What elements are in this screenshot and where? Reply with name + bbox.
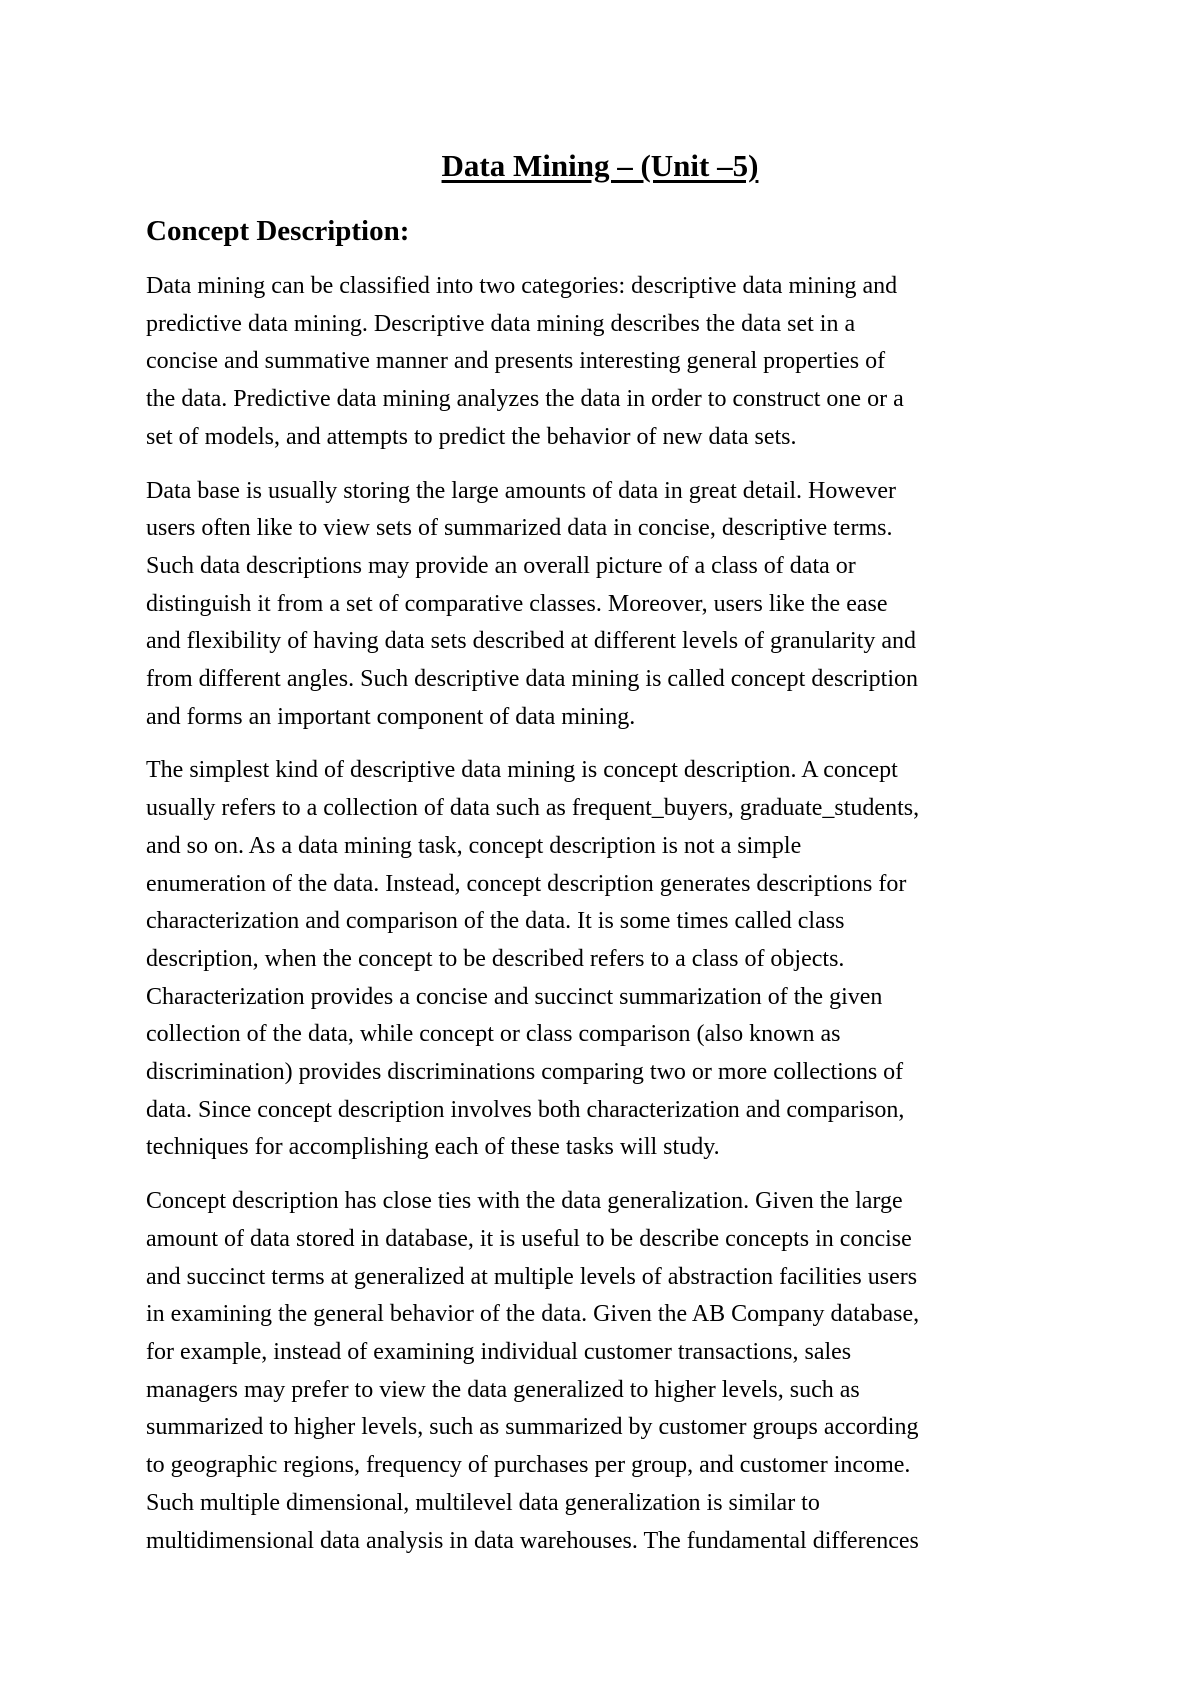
text-line: Such multiple dimensional, multilevel data generalization is similar to bbox=[146, 1489, 820, 1516]
paragraph-1 bbox=[146, 268, 1086, 457]
text-line: Concept description has close ties with the data generalization. Given the large bbox=[146, 1188, 903, 1215]
paragraph-3 bbox=[146, 752, 1086, 1167]
text-line: predictive data mining. Descriptive data mining describes the data set in a bbox=[146, 310, 856, 337]
text-line: and forms an important component of data mining. bbox=[146, 703, 636, 730]
text-line: amount of data stored in database, it is useful to be describe concepts in concise bbox=[146, 1225, 912, 1252]
text-line: description, when the concept to be described refers to a class of objects. bbox=[146, 945, 845, 972]
text-line: for example, instead of examining individual customer transactions, sales bbox=[146, 1338, 852, 1365]
body-text bbox=[146, 268, 1086, 1576]
text-line: Data mining can be classified into two categories: descriptive data mining and bbox=[146, 273, 898, 299]
text-line: concise and summative manner and presents interesting general properties of bbox=[146, 348, 886, 375]
text-line: in examining the general behavior of the data. Given the AB Company database, bbox=[146, 1301, 920, 1328]
text-line: and so on. As a data mining task, concept description is not a simple bbox=[146, 832, 802, 859]
text-line: Data base is usually storing the large amounts of data in great detail. However bbox=[146, 477, 896, 504]
text-line: characterization and comparison of the data. It is some times called class bbox=[146, 908, 845, 935]
text-line: the data. Predictive data mining analyzes the data in order to construct one or a bbox=[146, 386, 904, 413]
text-line: The simplest kind of descriptive data mining is concept description. A concept bbox=[146, 757, 898, 784]
section-heading: Concept Description: bbox=[146, 215, 410, 247]
text-line: techniques for accomplishing each of these tasks will study. bbox=[146, 1134, 720, 1161]
text-line: set of models, and attempts to predict the behavior of new data sets. bbox=[146, 423, 797, 450]
text-line: Such data descriptions may provide an overall picture of a class of data or bbox=[146, 552, 856, 579]
text-line: Characterization provides a concise and succinct summarization of the given bbox=[146, 983, 883, 1010]
text-line: users often like to view sets of summarized data in concise, descriptive terms. bbox=[146, 515, 893, 542]
paragraph-2 bbox=[146, 473, 1086, 737]
text-line: discrimination) provides discriminations comparing two or more collections of bbox=[146, 1059, 904, 1086]
text-line: managers may prefer to view the data generalized to higher levels, such as bbox=[146, 1376, 860, 1403]
document-title: Data Mining – (Unit –5) bbox=[441, 148, 759, 183]
text-line: summarized to higher levels, such as summarized by customer groups according bbox=[146, 1414, 919, 1441]
text-line: from different angles. Such descriptive data mining is called concept description bbox=[146, 666, 918, 693]
text-line: enumeration of the data. Instead, concept description generates descriptions for bbox=[146, 870, 907, 897]
text-line: and flexibility of having data sets described at different levels of granularity and bbox=[146, 628, 916, 655]
text-line: usually refers to a collection of data such as frequent_buyers, graduate_students, bbox=[146, 795, 920, 822]
paragraph-4 bbox=[146, 1183, 1086, 1560]
text-line: data. Since concept description involves both characterization and comparison, bbox=[146, 1096, 905, 1123]
text-line: and succinct terms at generalized at multiple levels of abstraction facilities users bbox=[146, 1263, 918, 1290]
text-line: multidimensional data analysis in data warehouses. The fundamental differences bbox=[146, 1527, 919, 1554]
text-line: collection of the data, while concept or class comparison (also known as bbox=[146, 1021, 841, 1048]
text-line: distinguish it from a set of comparative classes. Moreover, users like the ease bbox=[146, 590, 888, 617]
text-line: to geographic regions, frequency of purchases per group, and customer income. bbox=[146, 1452, 911, 1479]
